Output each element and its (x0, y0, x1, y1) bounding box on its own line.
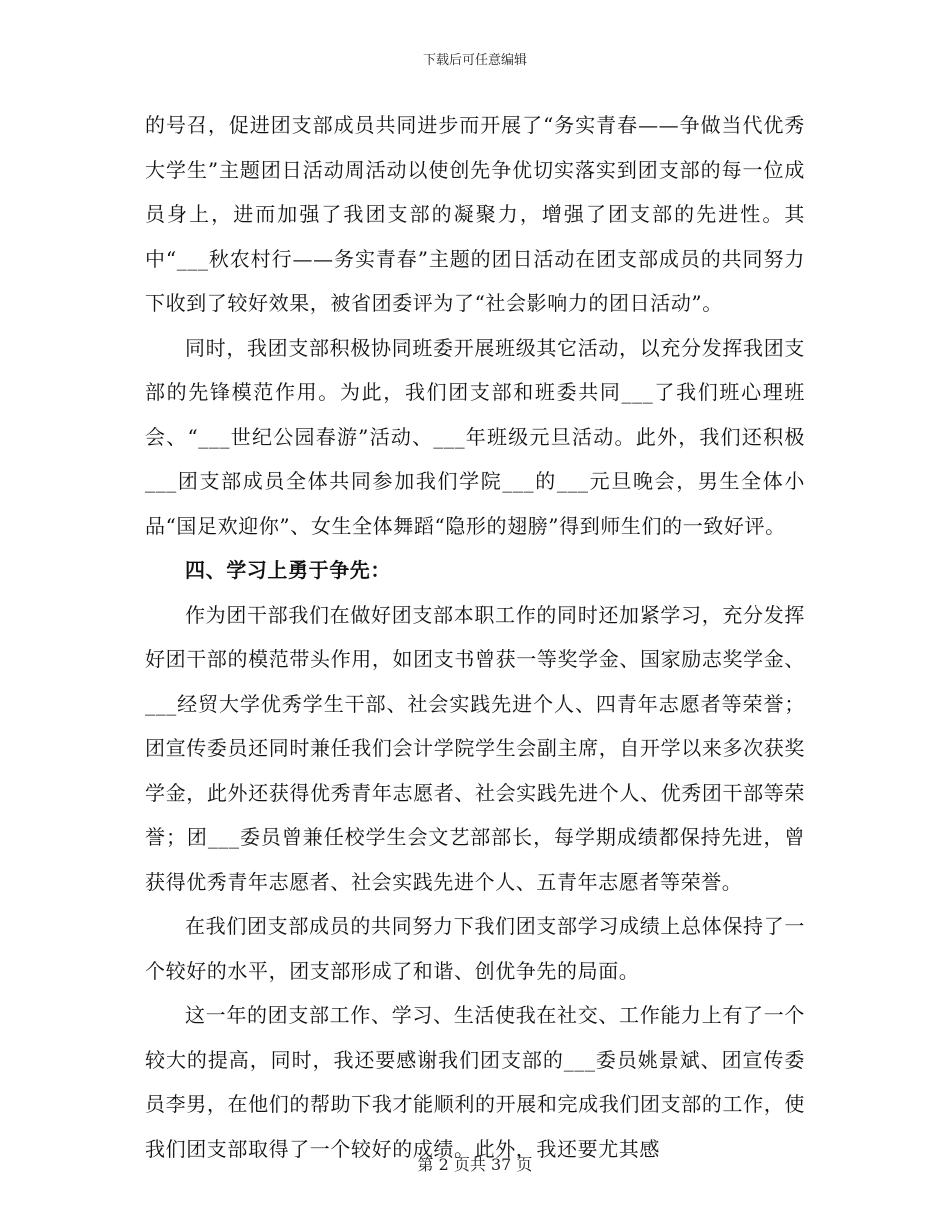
paragraph-continued: 的号召，促进团支部成员共同进步而开展了“务实青春——争做当代优秀大学生”主题团日活动周活动以使创先争优切实落实到团支部的每一位成员身上，进而加强了我团支部的凝聚力，增强了团支部的先进性。其中“___秋农村行——务实青春”主题的团日活动在团支部成员的共同努力下收到了较好效果，被省团委评为了“社会影响力的团日活动”。 (145, 113, 805, 315)
paragraph-study-honors: 作为团干部我们在做好团支部本职工作的同时还加紧学习，充分发挥好团干部的模范带头作用，如团支书曾获一等奖学金、国家励志奖学金、___经贸大学优秀学生干部、社会实践先进个人、四青年志愿者等荣誉；团宣传委员还同时兼任我们会计学院学生会副主席，自开学以来多次获奖学金，此外还获得优秀青年志愿者、社会实践先进个人、优秀团干部等荣誉；团___委员曾兼任校学生会文艺部部长，每学期成绩都保持先进，曾获得优秀青年志愿者、社会实践先进个人、五青年志愿者等荣誉。 (145, 602, 805, 894)
page-footer: 第 2 页共 37 页 (417, 1155, 533, 1174)
paragraph-study-results: 在我们团支部成员的共同努力下我们团支部学习成绩上总体保持了一个较好的水平，团支部形成了和谐、创优争先的局面。 (145, 914, 805, 983)
section-heading-study: 四、学习上勇于争先： (185, 558, 391, 582)
paragraph-thanks: 这一年的团支部工作、学习、生活使我在社交、工作能力上有了一个较大的提高，同时，我还要感谢我们团支部的___委员姚景斌、团宣传委员李男，在他们的帮助下我才能顺利的开展和完成我们团支部的工作，使我们团支部取得了一个较好的成绩。此外，我还要尤其感 (145, 1003, 805, 1161)
document-body (145, 103, 805, 1171)
page-header: 下载后可任意编辑 (422, 53, 527, 68)
paragraph-class-activities: 同时，我团支部积极协同班委开展班级其它活动，以充分发挥我团支部的先锋模范作用。为此，我们团支部和班委共同___了我们班心理班会、“___世纪公园春游”活动、___年班级元旦活动。此外，我们还积极___团支部成员全体共同参加我们学院___的___元旦晚会，男生全体小品“国足欢迎你”、女生全体舞蹈“隐形的翅膀”得到师生们的一致好评。 (145, 335, 805, 538)
